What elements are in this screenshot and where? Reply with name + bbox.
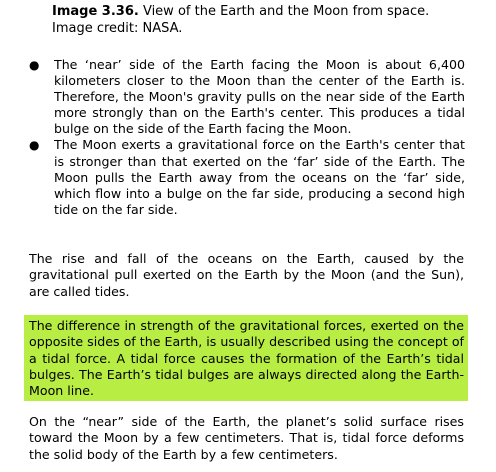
image-caption (52, 3, 467, 37)
bullet-text: The ‘near’ side of the Earth facing the Moon is about 6,400 kilometers closer to the Moon than the center of the Earth is. Therefore, the Moon's gravity pulls on the near side of the Earth more strongly than on the Earth's center. This produces a tidal bulge on the side of the Earth facing the Moon. (54, 57, 465, 137)
bullet-icon: ● (29, 138, 40, 153)
bullet-item-far-side (25, 137, 465, 217)
caption-label: Image 3.36. (52, 4, 139, 19)
bullet-icon: ● (29, 58, 40, 72)
caption-text: View of the Earth and the Moon from space. Image credit: NASA. (52, 4, 430, 36)
bullet-list (25, 57, 465, 218)
paragraph-tidal-force-highlighted: The difference in strength of the gravitational forces, exerted on the opposite sides of the Earth, is usually described using the concept of a tidal force. A tidal force causes the formation of the Earth’s tidal bulges. The Earth’s tidal bulges are always directed along the Earth-Moon line. (29, 318, 464, 399)
paragraph-solid-surface: On the “near” side of the Earth, the planet’s solid surface rises toward the Moon by a few centimeters. That is, tidal force deforms the solid body of the Earth by a few centimeters. (29, 414, 464, 462)
bullet-item-near-side (25, 57, 465, 137)
bullet-text: The Moon exerts a gravitational force on the Earth's center that is stronger than that exerted on the ‘far’ side of the Earth. The Moon pulls the Earth away from the oceans on the ‘far’ side, which flow into a bulge on the far side, producing a second high tide on the far side. (54, 137, 465, 217)
paragraph-tides-definition: The rise and fall of the oceans on the Earth, caused by the gravitational pull exerted on the Earth by the Moon (and the Sun), are called tides. (29, 251, 464, 299)
